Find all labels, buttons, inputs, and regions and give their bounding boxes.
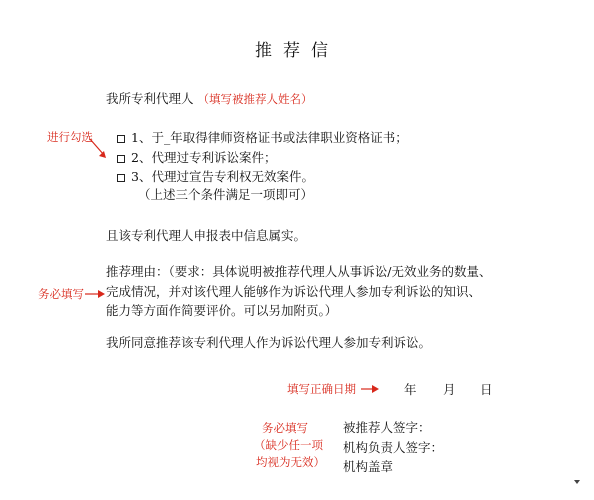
condition-item-3[interactable] [117,169,314,185]
date-day: 日 [480,382,493,397]
condition-checkbox-2[interactable] [117,155,125,163]
date-hint-annotation: 填写正确日期 [287,382,356,396]
condition-item-2[interactable] [117,150,276,166]
condition-checkbox-1[interactable] [117,135,125,143]
condition-checkbox-3[interactable] [117,174,125,182]
date-month: 月 [443,382,456,397]
condition-label-2: 2、代理过专利诉讼案件； [131,150,277,165]
check-hint-arrow-icon [88,136,112,164]
paragraph-mark-icon [574,480,580,484]
reason-line-3: 能力等方面作简要评价。可以另加附页。） [106,303,338,318]
agreement-text: 我所同意推荐该专利代理人作为诉讼代理人参加专利诉讼。 [106,335,432,350]
signature-nominee: 被推荐人签字： [343,420,431,435]
signature-head: 机构负责人签字： [343,440,444,455]
check-hint-annotation: 进行勾选 [47,130,93,144]
condition-label-1: 1、于_年取得律师资格证书或法律职业资格证书； [131,130,408,145]
must-fill-arrow-icon [84,288,106,300]
signature-seal: 机构盖章 [343,459,394,474]
date-hint-arrow-icon [360,383,380,395]
signature-annotation-line-2: （缺少任一项 [254,438,323,452]
must-fill-annotation: 务必填写 [38,287,84,301]
condition-label-3: 3、代理过宣告专利权无效案件。 [131,169,314,184]
intro-line [106,91,313,107]
reason-line-2: 完成情况，并对该代理人能够作为诉讼代理人参加专利诉讼的知识、 [106,284,482,299]
intro-text: 我所专利代理人 [106,91,194,106]
signature-annotation-line-1: 务必填写 [262,421,308,435]
signature-annotation-line-3: 均视为无效） [256,455,325,469]
date-year: 年 [404,382,417,397]
statement-text: 且该专利代理人申报表中信息属实。 [106,228,307,243]
reason-line-1: 推荐理由：（要求：具体说明被推荐代理人从事诉讼/无效业务的数量、 [106,264,492,279]
page-title: 推荐信 [255,41,339,61]
intro-hint: （填写被推荐人姓名） [197,92,313,106]
conditions-note: （上述三个条件满足一项即可） [138,187,314,202]
condition-item-1[interactable] [117,130,408,146]
